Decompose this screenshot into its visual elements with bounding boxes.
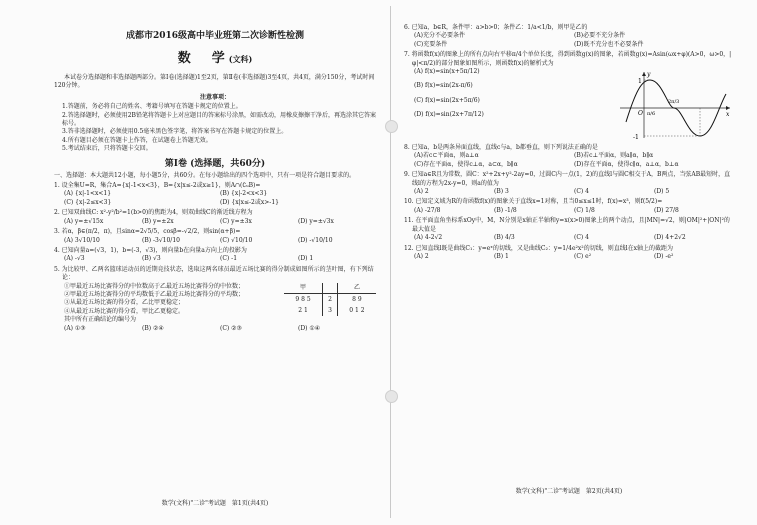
question-3: [54, 228, 376, 245]
origin-label: O: [638, 110, 643, 118]
question-options: [404, 32, 734, 49]
option-d: (D) 1: [298, 255, 314, 263]
question-stem: 2. 已知双曲线C: x²-y²/b²=1(b>0)的焦距为4，则双曲线C的渐近线方程为: [54, 209, 253, 217]
question-options: [404, 207, 734, 215]
notice-item: 2.答选择题时，必须使用2B铅笔将答题卡上对应题目的答案标号涂黑，如需改动，用橡皮擦擦干净后，再选涂其它答案标号。: [62, 111, 376, 128]
stem-value: 2: [323, 294, 338, 305]
question-options: [54, 190, 376, 207]
statement: ①甲最近五场比赛得分的中位数高于乙最近五场比赛得分的中位数；: [64, 282, 245, 290]
option-c: (C)充要条件: [414, 40, 448, 48]
stem-leaf-header: [284, 283, 376, 294]
y-bottom-label: -1: [633, 134, 639, 142]
statement: ③从最近五场比赛的得分看，乙比甲更稳定；: [64, 299, 185, 307]
stem-leaf-head-left: 甲: [284, 283, 323, 294]
question-options: [404, 68, 616, 126]
option-c: (C) f(x)=sin(2x+5π/6): [414, 96, 480, 104]
binding-hole: [385, 120, 398, 133]
option-c: (C) 1/8: [574, 206, 595, 214]
question-stem: 5. 为比较甲、乙两名篮球运动员的近期竞技状态，选取这两名球员最近五场比赛的得分制成如图所示的茎叶图，有下列结论：: [54, 265, 374, 282]
question-stem: 3. 若α，β∈(π/2，π)，且sinα=2√5/5，cosβ=-√2/2，则sin(α+β)=: [54, 228, 241, 236]
question-11: [404, 217, 734, 242]
option-b: (B) y=±2x: [142, 217, 174, 225]
statement: ②甲最近五场比赛得分的平均数低于乙最近五场比赛得分的平均数；: [64, 290, 245, 298]
x-mark-1: π/6: [647, 111, 656, 118]
notice-item: 4.所有题目必须在答题卡上作答，在试题卷上答题无效。: [62, 136, 212, 144]
leaf-right: 0 1 2: [349, 306, 365, 314]
question-options: [404, 152, 734, 169]
option-a: (A) {x|-1<x<1}: [64, 190, 112, 198]
option-b: (B) ②④: [142, 324, 164, 332]
option-c: (C) -1: [220, 255, 238, 263]
option-d: (D) {x|x≤-2或x>-1}: [220, 198, 279, 206]
page-footer: 数学(文科)"二诊"考试题 第1页(共4页): [161, 499, 269, 507]
option-a: (A) 3√10/10: [64, 236, 100, 244]
option-d: (D)既不充分也不必要条件: [574, 40, 644, 48]
option-c: (C) 4: [574, 188, 589, 196]
right-page: [404, 22, 734, 500]
page-fold-divider: [390, 6, 391, 518]
question-8: [404, 144, 734, 169]
option-d: (D)存在平面α，使得c∥α，a⊥α，b⊥α: [574, 160, 679, 168]
option-c: (C)存在平面α，使得c⊥α，a⊂α，b∥α: [414, 160, 518, 168]
question-options: [404, 234, 734, 242]
option-b: (B) f(x)=sin(2x-π/6): [414, 82, 473, 90]
option-d: (D) 5: [654, 188, 670, 196]
option-b: (B)必要不充分条件: [574, 32, 626, 40]
option-a: (A) 4-2√2: [414, 234, 443, 242]
question-options: [54, 255, 376, 263]
section-instructions: 一、选择题：本大题共12小题，每小题5分，共60分。在每小题给出的四个选项中，只有一项是符合题目要求的。: [54, 171, 356, 179]
notice-item: 1.答题前，务必将自己的姓名、考籍号填写在答题卡规定的位置上。: [62, 103, 242, 111]
option-a: (A) -√3: [64, 255, 85, 263]
option-a: (A) y=±√15x: [64, 217, 104, 225]
options-with-graph: [404, 68, 734, 142]
question-stem: 7. 将函数f(x)的图象上的所有点向右平移π/4个单位长度，得到函数g(x)的图象，若函数g(x)=Asin(ωx+φ)(A>0，ω>0，|φ|<π/2)的部分图象如图所示，则函数f(x)的解析式为: [404, 51, 732, 67]
notice-item: 3.答非选择题时，必须使用0.5毫米黑色签字笔，将答案书写在答题卡规定的位置上。: [62, 128, 288, 136]
option-c: (C) √10/10: [220, 236, 253, 244]
question-stem: 8. 已知a，b是两条异面直线，直线c与a，b都垂直，则下列说法正确的是: [404, 144, 598, 152]
page-footer: 数学(文科)"二诊"考试题 第2页(共4页): [515, 487, 623, 495]
option-d: (D) ①④: [298, 324, 321, 332]
question-stem: 9. 已知a∈R且为常数，圆C：x²+2x+y²-2ay=0，过圆C内一点(1，2)的直线l与圆C相交于A，B两点，当弦AB最短时，直线l的方程为2x-y=0，则a的值为: [404, 171, 731, 187]
exam-intro: 本试卷分选择题和非选择题两部分。第Ⅰ卷(选择题)1至2页，第Ⅱ卷(非选择题)3至4页，共4页，满分150分，考试时间120分钟。: [54, 74, 375, 90]
option-b: (B) √3: [142, 255, 161, 263]
stem-leaf-head-right: 乙: [337, 283, 376, 294]
question-stem: 6. 已知a，b∈R，条件甲：a>b>0；条件乙：1/a<1/b，则甲是乙的: [404, 24, 588, 31]
stem-leaf-row: [284, 294, 376, 305]
option-b: (B) 4/3: [494, 234, 515, 242]
notice-list: [54, 103, 376, 153]
statement-list: [54, 283, 280, 317]
question-tail: 其中所有正确结论的编号为: [64, 316, 137, 324]
question-options: [404, 188, 734, 196]
notice-item: 5.考试结束后，只将答题卡交回。: [62, 145, 152, 153]
x-axis-label: x: [726, 111, 730, 119]
y-axis-label: y: [647, 71, 651, 79]
option-b: (B) -3√10/10: [142, 236, 180, 244]
option-a: (A)充分不必要条件: [414, 32, 466, 40]
stem-leaf-row: [284, 305, 376, 316]
question-stem: 1. 设全集U=R，集合A={x|-1<x<3}，B={x|x≤-2或x≥1}，则A∩(∁ᵤB)=: [54, 182, 261, 190]
question-10: [404, 198, 734, 215]
option-d: (D) f(x)=sin(2x+7π/12): [414, 111, 484, 119]
option-a: (A) ①③: [64, 324, 86, 332]
x-axis-arrow: [726, 106, 730, 110]
option-d: (D) -√10/10: [298, 236, 333, 244]
subject-name: 数 学: [177, 51, 229, 66]
y-top-label: 1: [638, 78, 642, 86]
option-b: (B)若c⊥平面α，则a∥α，b∥α: [574, 152, 654, 160]
question-options: [54, 325, 376, 333]
option-c: (C) 4: [574, 234, 589, 242]
option-b: (B) 1: [494, 252, 509, 260]
question-6: [404, 24, 734, 49]
question-4: [54, 247, 376, 264]
section-title: 第Ⅰ卷 (选择题，共60分): [164, 158, 266, 169]
option-a: (A) 2: [414, 188, 429, 196]
question-stem: 12. 已知直线l既是曲线C₁：y=eˣ的切线，又是曲线C₂：y=1/4e²x²的切线，则直线l在x轴上的截距为: [404, 244, 673, 252]
notice-title: 注意事项：: [199, 93, 230, 101]
option-d: (D) 4+2√2: [654, 234, 686, 242]
option-c: (C) {x|-2≤x<3}: [64, 198, 112, 206]
question-options: [54, 237, 376, 245]
option-c: (C) e²: [574, 252, 592, 260]
question-stem: 11. 在平面直角坐标系xOy中，M，N分别是x轴正半轴和y=x(x>0)图象上的两个动点，且|MN|=√2，则|OM|²+|ON|²的最大值是: [404, 217, 730, 233]
option-c: (C) ②③: [220, 324, 242, 332]
leaf-right: 8 9: [352, 295, 362, 303]
question-1: [54, 182, 376, 207]
stem-value: 3: [323, 305, 338, 316]
exam-title: 成都市2016级高中毕业班第二次诊断性检测: [125, 31, 305, 41]
statements-with-table: [54, 283, 376, 317]
question-stem: 4. 已知向量a=(√3，1)，b=(-3，√3)，则向量b在向量a方向上的投影为: [54, 246, 247, 254]
option-b: (B) {x|-2<x<3}: [220, 190, 268, 198]
option-b: (B) 3: [494, 188, 509, 196]
option-b: (B) -1/8: [494, 206, 517, 214]
option-a: (A) -27/8: [414, 206, 441, 214]
y-axis-arrow: [642, 72, 646, 76]
option-d: (D) y=±√3x: [298, 217, 334, 225]
option-d: (D) 27/8: [654, 206, 679, 214]
option-a: (A) 2: [414, 252, 429, 260]
binding-hole: [385, 390, 398, 403]
left-page: [54, 28, 376, 506]
question-5: [54, 266, 376, 333]
stem-leaf-plot: [284, 283, 376, 317]
statement: ④从最近五场比赛的得分看，甲比乙更稳定。: [64, 307, 185, 315]
question-stem: 10. 已知定义域为R的奇函数f(x)的图象关于直线x=1对称，且当0≤x≤1时，f(x)=x³，则f(5/2)=: [404, 198, 663, 206]
option-c: (C) y=±3x: [220, 217, 252, 225]
leaf-left: 2 1: [298, 306, 308, 314]
subject-heading: [54, 50, 376, 68]
leaf-left: 9 8 5: [295, 295, 311, 303]
question-12: [404, 245, 734, 262]
question-options: [404, 253, 734, 261]
question-2: [54, 209, 376, 226]
x-mark-2: 2π/3: [668, 99, 680, 106]
option-d: (D) -e²: [654, 252, 674, 260]
question-options: [54, 218, 376, 226]
option-a: (A) f(x)=sin(x+5π/12): [414, 68, 480, 76]
subject-note: (文科): [228, 54, 253, 64]
question-7: [404, 51, 734, 142]
question-9: [404, 171, 734, 196]
option-a: (A)若c⊂平面α，则a⊥α: [414, 152, 479, 160]
sine-graph: [616, 68, 734, 142]
